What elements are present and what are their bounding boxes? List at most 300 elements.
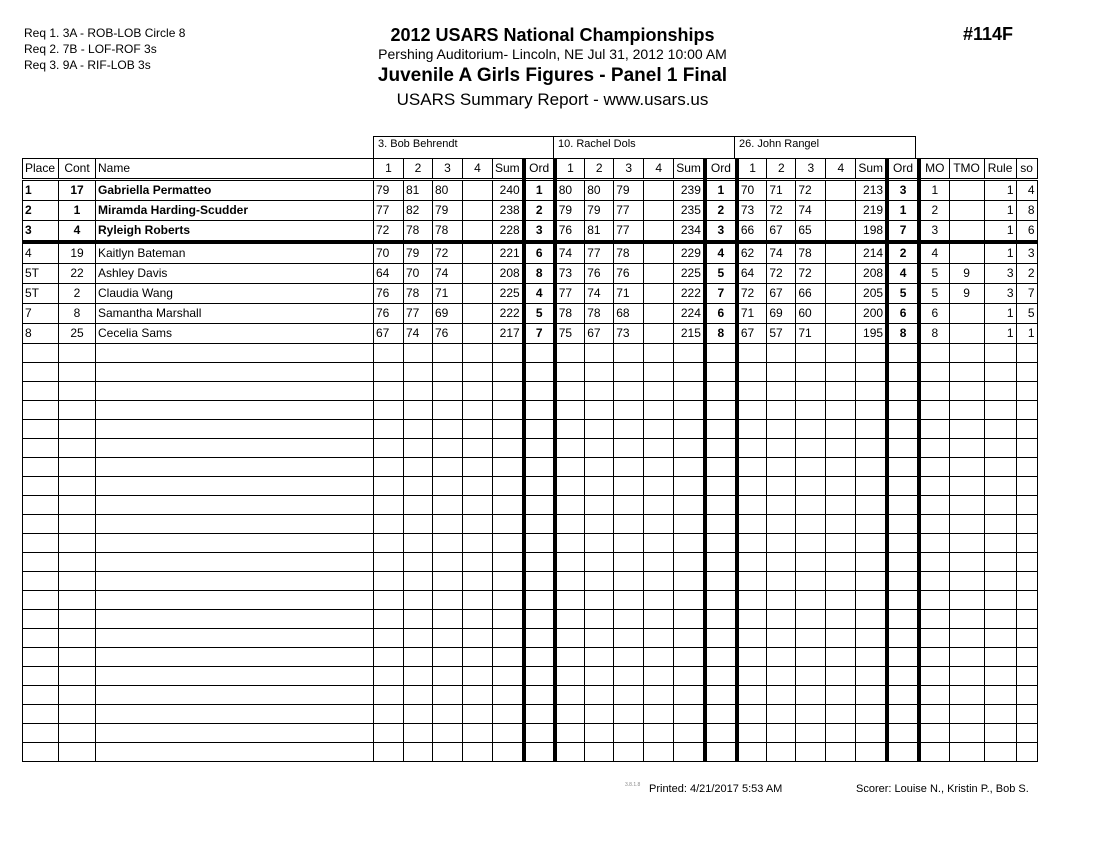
cont-cell [59, 382, 96, 401]
judge3-score4 [826, 284, 856, 304]
judge3-ordinal: 7 [887, 221, 919, 243]
judge2-score4 [644, 458, 674, 477]
judge2-score2 [585, 705, 614, 724]
judge3-score2: 72 [767, 201, 796, 221]
mo-cell: 5 [919, 284, 949, 304]
judge2-ordinal: 8 [705, 324, 737, 344]
judge2-score4 [644, 344, 674, 363]
judge2-ordinal [705, 591, 737, 610]
so-cell [1016, 610, 1037, 629]
judge3-score1 [737, 477, 767, 496]
judge1-ordinal [524, 439, 555, 458]
skater-name-cell [96, 439, 374, 458]
place-cell [23, 591, 59, 610]
judge2-score2 [585, 648, 614, 667]
judge2-sum [674, 610, 705, 629]
judge3-score1 [737, 553, 767, 572]
judge1-score2 [404, 496, 433, 515]
tmo-cell [949, 629, 984, 648]
judge3-score3 [796, 705, 826, 724]
table-row [23, 363, 1038, 382]
judge2-sum [674, 629, 705, 648]
judge1-score3 [433, 667, 463, 686]
skater-name-cell [96, 477, 374, 496]
judge1-score1 [374, 686, 404, 705]
judge1-score3 [433, 534, 463, 553]
judge1-score2 [404, 363, 433, 382]
judge1-score1: 79 [374, 180, 404, 201]
skater-name-cell [96, 667, 374, 686]
judge2-sum [674, 591, 705, 610]
judge2-score2 [585, 420, 614, 439]
so-cell: 8 [1016, 201, 1037, 221]
judge3-ordinal [887, 496, 919, 515]
judge3-score4 [826, 515, 856, 534]
judge3-score3 [796, 401, 826, 420]
judge2-score2 [585, 534, 614, 553]
judge2-score3 [614, 572, 644, 591]
so-cell: 3 [1016, 242, 1037, 264]
tmo-cell [949, 496, 984, 515]
skater-name-cell [96, 572, 374, 591]
judge1-score4 [463, 553, 493, 572]
judge1-score2 [404, 610, 433, 629]
tmo-cell [949, 221, 984, 243]
judge3-score3 [796, 496, 826, 515]
tmo-cell [949, 201, 984, 221]
judge3-score4 [826, 591, 856, 610]
cont-cell: 19 [59, 242, 96, 264]
tmo-cell [949, 439, 984, 458]
rule-cell [984, 743, 1016, 762]
place-cell [23, 515, 59, 534]
rule-cell [984, 401, 1016, 420]
judge3-score2 [767, 553, 796, 572]
mo-cell: 2 [919, 201, 949, 221]
judge2-score2 [585, 477, 614, 496]
judge3-score3 [796, 382, 826, 401]
judge3-score1 [737, 382, 767, 401]
judge3-ordinal [887, 629, 919, 648]
judge3-score4 [826, 304, 856, 324]
so-cell [1016, 724, 1037, 743]
skater-name-cell [96, 610, 374, 629]
judge2-ordinal: 2 [705, 201, 737, 221]
so-cell [1016, 667, 1037, 686]
judge1-score1 [374, 534, 404, 553]
judge1-score4 [463, 382, 493, 401]
judge3-sum [856, 420, 887, 439]
cont-cell [59, 629, 96, 648]
cont-cell [59, 591, 96, 610]
judge2-score2 [585, 515, 614, 534]
mo-cell: 1 [919, 180, 949, 201]
judge3-score2 [767, 420, 796, 439]
judge3-score2 [767, 610, 796, 629]
judge3-score4 [826, 363, 856, 382]
judge1-ordinal [524, 648, 555, 667]
judge2-score3 [614, 686, 644, 705]
judge2-score3: 76 [614, 264, 644, 284]
so-cell: 7 [1016, 284, 1037, 304]
tmo-cell [949, 667, 984, 686]
judge1-ordinal [524, 743, 555, 762]
judge1-sum: 217 [493, 324, 524, 344]
judge2-sum: 234 [674, 221, 705, 243]
col-header-judge3-j1: 1 [737, 159, 767, 180]
rule-cell [984, 572, 1016, 591]
rule-cell [984, 515, 1016, 534]
tmo-cell [949, 458, 984, 477]
judge1-score4 [463, 515, 493, 534]
tmo-cell [949, 304, 984, 324]
judge2-score4 [644, 242, 674, 264]
judge1-score3 [433, 515, 463, 534]
table-row [23, 686, 1038, 705]
judge3-score2 [767, 724, 796, 743]
judge1-ordinal [524, 686, 555, 705]
judge3-ordinal [887, 344, 919, 363]
judge2-score2 [585, 553, 614, 572]
scorer-names: Scorer: Louise N., Kristin P., Bob S. [856, 783, 1029, 795]
judge3-ordinal [887, 572, 919, 591]
judge1-score2 [404, 439, 433, 458]
judge3-score1 [737, 743, 767, 762]
judge2-score4 [644, 363, 674, 382]
judge3-score4 [826, 610, 856, 629]
table-row [23, 515, 1038, 534]
judge2-ordinal [705, 477, 737, 496]
cont-cell [59, 667, 96, 686]
requirement-3: Req 3. 9A - RIF-LOB 3s [24, 58, 151, 72]
judge1-sum: 228 [493, 221, 524, 243]
judge3-sum [856, 344, 887, 363]
judge2-ordinal [705, 382, 737, 401]
judge3-score2: 71 [767, 180, 796, 201]
mo-cell: 4 [919, 242, 949, 264]
judge3-score4 [826, 572, 856, 591]
judge1-sum: 221 [493, 242, 524, 264]
judge2-sum: 229 [674, 242, 705, 264]
tmo-cell [949, 344, 984, 363]
judge1-sum [493, 363, 524, 382]
judge1-score2: 77 [404, 304, 433, 324]
table-row [23, 496, 1038, 515]
judge1-ordinal [524, 363, 555, 382]
mo-cell [919, 420, 949, 439]
report-title-block [300, 24, 805, 111]
skater-name-cell [96, 534, 374, 553]
judge3-ordinal: 4 [887, 264, 919, 284]
place-cell: 7 [23, 304, 59, 324]
mo-cell: 6 [919, 304, 949, 324]
judge2-score3 [614, 610, 644, 629]
place-cell [23, 382, 59, 401]
results-table [22, 158, 1038, 762]
judge2-score4 [644, 648, 674, 667]
judge1-score2: 78 [404, 284, 433, 304]
judge1-score2: 82 [404, 201, 433, 221]
judge3-score2 [767, 515, 796, 534]
judge3-score3 [796, 363, 826, 382]
judge2-ordinal [705, 705, 737, 724]
judge1-score3: 80 [433, 180, 463, 201]
judge2-score3 [614, 420, 644, 439]
cont-cell [59, 420, 96, 439]
judge1-score3: 78 [433, 221, 463, 243]
judge1-score3: 72 [433, 242, 463, 264]
mo-cell: 5 [919, 264, 949, 284]
skater-name-cell: Miramda Harding-Scudder [96, 201, 374, 221]
place-cell [23, 477, 59, 496]
col-header-judge3-j2: 2 [767, 159, 796, 180]
skater-name-cell: Ryleigh Roberts [96, 221, 374, 243]
rule-cell [984, 382, 1016, 401]
judge3-ordinal [887, 401, 919, 420]
place-cell [23, 705, 59, 724]
judge2-ordinal [705, 401, 737, 420]
judge3-score4 [826, 180, 856, 201]
judge2-score2 [585, 572, 614, 591]
judge1-ordinal: 8 [524, 264, 555, 284]
judge1-score1 [374, 591, 404, 610]
mo-cell [919, 629, 949, 648]
judge1-score4 [463, 324, 493, 344]
judge1-score1: 70 [374, 242, 404, 264]
place-cell [23, 686, 59, 705]
judge2-score1 [555, 477, 585, 496]
judge1-ordinal [524, 515, 555, 534]
judge2-ordinal [705, 496, 737, 515]
rule-cell [984, 477, 1016, 496]
judge2-score4 [644, 477, 674, 496]
judge1-score4 [463, 242, 493, 264]
judge1-score3 [433, 458, 463, 477]
judge3-score3 [796, 344, 826, 363]
judge1-ordinal [524, 553, 555, 572]
judge2-score3 [614, 743, 644, 762]
judge3-score3 [796, 439, 826, 458]
judge1-score4 [463, 344, 493, 363]
judge2-score2 [585, 363, 614, 382]
mo-cell [919, 648, 949, 667]
rule-cell [984, 705, 1016, 724]
judge3-score4 [826, 221, 856, 243]
cont-cell [59, 515, 96, 534]
judge2-score2 [585, 382, 614, 401]
judge1-ordinal [524, 629, 555, 648]
judge1-score1 [374, 610, 404, 629]
judge2-score3 [614, 724, 644, 743]
judge1-score3: 79 [433, 201, 463, 221]
judge1-score4 [463, 648, 493, 667]
requirements-list [24, 25, 185, 73]
judge3-sum [856, 515, 887, 534]
judge1-score3 [433, 496, 463, 515]
so-cell [1016, 458, 1037, 477]
judge1-score4 [463, 686, 493, 705]
judge1-score4 [463, 284, 493, 304]
judge2-score2 [585, 458, 614, 477]
mo-cell [919, 458, 949, 477]
judge3-ordinal [887, 382, 919, 401]
judge2-score3 [614, 591, 644, 610]
judge2-score2 [585, 591, 614, 610]
judge1-score4 [463, 572, 493, 591]
rule-cell: 1 [984, 201, 1016, 221]
judge1-sum: 222 [493, 304, 524, 324]
judge3-score4 [826, 496, 856, 515]
judge3-score4 [826, 705, 856, 724]
judge3-score1: 72 [737, 284, 767, 304]
table-row [23, 242, 1038, 264]
col-header-judge1-j3: 3 [433, 159, 463, 180]
place-cell [23, 572, 59, 591]
judge3-ordinal [887, 553, 919, 572]
judge2-score1 [555, 686, 585, 705]
judge1-sum [493, 515, 524, 534]
table-row [23, 180, 1038, 201]
judge2-score3: 78 [614, 242, 644, 264]
judge3-score3: 72 [796, 180, 826, 201]
judge3-sum [856, 458, 887, 477]
judge1-score4 [463, 534, 493, 553]
col-header-judge1-j2: 2 [404, 159, 433, 180]
judge1-score2: 70 [404, 264, 433, 284]
judge2-score4 [644, 304, 674, 324]
so-cell [1016, 629, 1037, 648]
tmo-cell [949, 534, 984, 553]
judge1-ordinal [524, 591, 555, 610]
judge3-score1 [737, 572, 767, 591]
rule-cell [984, 420, 1016, 439]
judge1-score1: 77 [374, 201, 404, 221]
judge3-score4 [826, 477, 856, 496]
judge2-score4 [644, 724, 674, 743]
software-version: 3.8.1.8 [625, 782, 641, 788]
rule-cell [984, 363, 1016, 382]
judge3-ordinal [887, 743, 919, 762]
judge2-score4 [644, 610, 674, 629]
judge1-score1 [374, 401, 404, 420]
judge2-score1 [555, 610, 585, 629]
place-cell [23, 534, 59, 553]
judge1-ordinal [524, 496, 555, 515]
judge3-score2 [767, 496, 796, 515]
judge2-score3 [614, 439, 644, 458]
judge3-sum: 198 [856, 221, 887, 243]
mo-cell [919, 515, 949, 534]
judge2-sum [674, 572, 705, 591]
judge2-score2 [585, 686, 614, 705]
judge1-sum [493, 458, 524, 477]
judge2-ordinal: 7 [705, 284, 737, 304]
judge2-score1: 75 [555, 324, 585, 344]
table-row [23, 610, 1038, 629]
judge2-score2: 74 [585, 284, 614, 304]
table-row [23, 221, 1038, 243]
judge3-score1 [737, 401, 767, 420]
judge2-ordinal [705, 553, 737, 572]
judge2-score1 [555, 534, 585, 553]
cont-cell [59, 534, 96, 553]
judge2-score1 [555, 382, 585, 401]
place-cell [23, 667, 59, 686]
judge2-score1 [555, 439, 585, 458]
judge2-score1 [555, 420, 585, 439]
judge3-ordinal: 1 [887, 201, 919, 221]
judge1-score1 [374, 382, 404, 401]
skater-name-cell [96, 705, 374, 724]
cont-cell: 4 [59, 221, 96, 243]
cont-cell [59, 344, 96, 363]
judge1-score1 [374, 667, 404, 686]
tmo-cell [949, 401, 984, 420]
judge1-score3 [433, 439, 463, 458]
judge1-score3 [433, 629, 463, 648]
judge1-score3 [433, 686, 463, 705]
judge2-sum [674, 553, 705, 572]
table-row [23, 743, 1038, 762]
mo-cell [919, 591, 949, 610]
tmo-cell [949, 724, 984, 743]
judge2-ordinal [705, 439, 737, 458]
judge2-score3 [614, 477, 644, 496]
judge3-score1: 67 [737, 324, 767, 344]
col-header-judge1-ord: Ord [524, 159, 555, 180]
so-cell [1016, 591, 1037, 610]
mo-cell [919, 344, 949, 363]
judge1-sum [493, 572, 524, 591]
judge3-score3 [796, 610, 826, 629]
judge1-score1: 76 [374, 304, 404, 324]
judge1-score4 [463, 439, 493, 458]
judge2-score1: 76 [555, 221, 585, 243]
tmo-cell [949, 743, 984, 762]
table-row [23, 382, 1038, 401]
judge2-sum [674, 724, 705, 743]
cont-cell: 25 [59, 324, 96, 344]
col-header-judge2-j4: 4 [644, 159, 674, 180]
skater-name-cell [96, 743, 374, 762]
judge2-score1 [555, 553, 585, 572]
judge3-sum [856, 477, 887, 496]
tmo-cell [949, 686, 984, 705]
judge2-score3: 77 [614, 221, 644, 243]
judge2-score4 [644, 515, 674, 534]
column-header-row [23, 159, 1038, 180]
judge2-score4 [644, 667, 674, 686]
so-cell: 6 [1016, 221, 1037, 243]
cont-cell [59, 553, 96, 572]
judge2-sum [674, 667, 705, 686]
place-cell [23, 420, 59, 439]
judge2-score4 [644, 496, 674, 515]
judge1-score2 [404, 629, 433, 648]
so-cell: 4 [1016, 180, 1037, 201]
judge2-score1 [555, 667, 585, 686]
skater-name-cell [96, 591, 374, 610]
judge3-sum [856, 553, 887, 572]
rule-cell [984, 724, 1016, 743]
judge3-score4 [826, 648, 856, 667]
judge2-score4 [644, 591, 674, 610]
judge2-ordinal [705, 724, 737, 743]
judge2-ordinal [705, 572, 737, 591]
tmo-cell [949, 324, 984, 344]
judge1-score2 [404, 724, 433, 743]
col-header-judge2-j1: 1 [555, 159, 585, 180]
